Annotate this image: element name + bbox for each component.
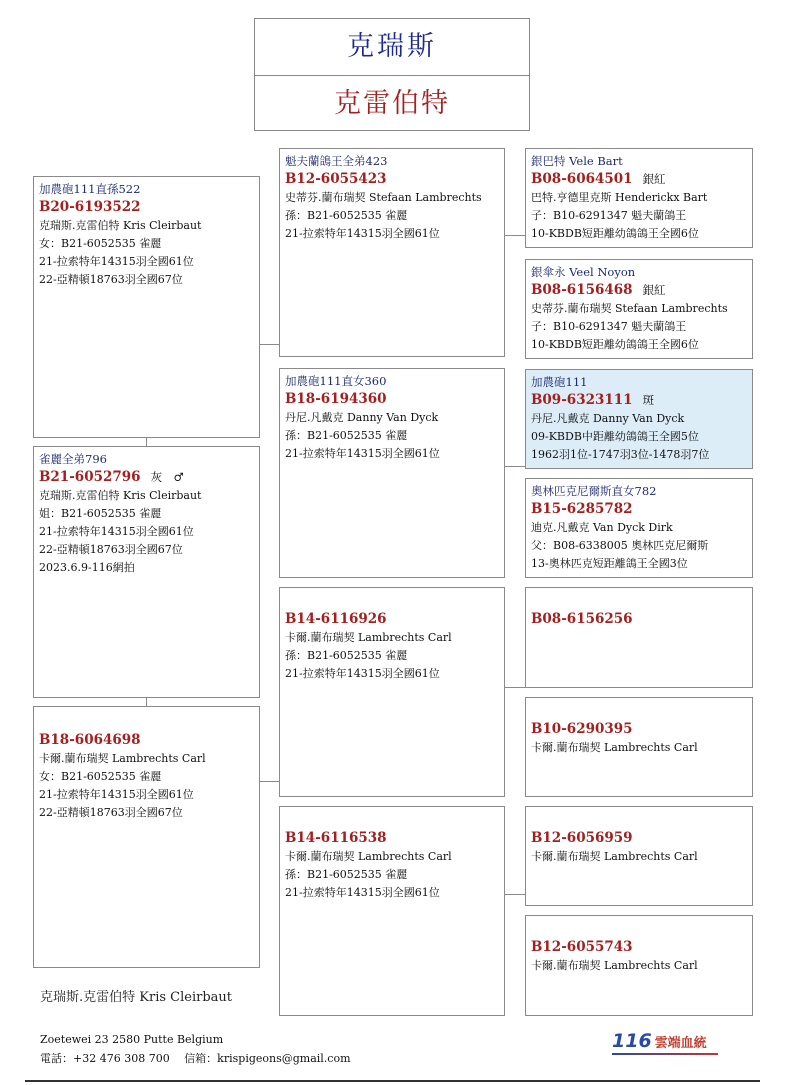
subject-ring: B21-6052796 — [39, 469, 141, 485]
ds-line: 21-拉索特年14315羽全國61位 — [285, 667, 440, 680]
sds-ring-row — [531, 391, 747, 410]
sire-sire-card[interactable] — [279, 148, 505, 357]
subject-line: 21-拉索特年14315羽全國61位 — [39, 525, 194, 538]
subject-line: 22-亞精頓18763羽全國67位 — [39, 543, 183, 556]
dam-line: 女：B21-6052535 雀麗 — [39, 770, 162, 783]
sds-line: 1962羽1位-1747羽3位-1478羽7位 — [531, 448, 710, 461]
ddd-card[interactable] — [525, 915, 753, 1016]
connector — [505, 466, 525, 467]
subject-line: 克瑞斯.克雷伯特 Kris Cleirbaut — [39, 489, 202, 502]
ds-line: 卡爾.蘭布瑞契 Lambrechts Carl — [285, 631, 452, 644]
sss-line: 10-KBDB短距離幼鴿鴿王全國6位 — [531, 227, 699, 240]
sire-line: 22-亞精頓18763羽全國67位 — [39, 273, 183, 286]
sss-card[interactable] — [525, 148, 753, 248]
ssd-ring: B08-6156468 — [531, 282, 633, 298]
ds-ring: B14-6116926 — [285, 611, 387, 627]
connector — [259, 781, 279, 782]
dss-ring: B08-6156256 — [531, 611, 633, 627]
ssd-line: 10-KBDB短距離幼鴿鴿王全國6位 — [531, 338, 699, 351]
sds-title: 加農砲111 — [531, 375, 588, 389]
dam-line: 卡爾.蘭布瑞契 Lambrechts Carl — [39, 752, 206, 765]
sire-title: 加農砲111直孫522 — [39, 182, 141, 196]
brand-logo — [612, 1030, 722, 1058]
ddd-line: 卡爾.蘭布瑞契 Lambrechts Carl — [531, 959, 698, 972]
sire-dam-card[interactable] — [279, 368, 505, 578]
dam-ring: B18-6064698 — [39, 732, 141, 748]
sd-line: 丹尼.凡戴克 Danny Van Dyck — [285, 411, 439, 424]
connector — [146, 697, 147, 706]
subject-ring-row — [39, 468, 254, 487]
ss-title: 魁夫蘭鴿王全弟423 — [285, 154, 388, 168]
footer-contact: 電話：+32 476 308 700 信箱：krispigeons@gmail.com — [40, 1052, 351, 1065]
dds-line: 卡爾.蘭布瑞契 Lambrechts Carl — [531, 850, 698, 863]
dam-sire-card[interactable] — [279, 587, 505, 797]
dam-dam-card[interactable] — [279, 806, 505, 1016]
footer-rule — [25, 1080, 760, 1082]
ssd-line: 子：B10-6291347 魁夫蘭鴿王 — [531, 320, 687, 333]
sss-ring: B08-6064501 — [531, 171, 633, 187]
ddd-ring: B12-6055743 — [531, 939, 633, 955]
sire-ring: B20-6193522 — [39, 199, 141, 215]
dam-card[interactable] — [33, 706, 260, 968]
sss-ring-row — [531, 170, 747, 189]
dds-card[interactable] — [525, 806, 753, 906]
dd-ring: B14-6116538 — [285, 830, 387, 846]
dds-ring: B12-6056959 — [531, 830, 633, 846]
sss-line: 巴特.亨德里克斯 Henderickx Bart — [531, 191, 708, 204]
dd-line: 21-拉索特年14315羽全國61位 — [285, 886, 440, 899]
sire-line: 克瑞斯.克雷伯特 Kris Cleirbaut — [39, 219, 202, 232]
connector — [505, 235, 525, 236]
owner-signature: 克瑞斯.克雷伯特 Kris Cleirbaut — [40, 990, 232, 1005]
dsd-line: 卡爾.蘭布瑞契 Lambrechts Carl — [531, 741, 698, 754]
owner-name-bottom: 克雷伯特 — [334, 88, 450, 119]
sd-title: 加農砲111直女360 — [285, 374, 387, 388]
sss-title: 銀巴特 Vele Bart — [531, 154, 623, 168]
dd-line: 孫：B21-6052535 雀麗 — [285, 868, 408, 881]
sd-line: 21-拉索特年14315羽全國61位 — [285, 447, 440, 460]
sds-line: 丹尼.凡戴克 Danny Van Dyck — [531, 412, 685, 425]
connector — [259, 344, 279, 345]
subject-card[interactable] — [33, 446, 260, 698]
connector — [505, 687, 525, 688]
subject-line: 姐：B21-6052535 雀麗 — [39, 507, 162, 520]
sss-color: 銀紅 — [642, 172, 666, 186]
sds-line: 09-KBDB中距離幼鴿鴿王全國5位 — [531, 430, 699, 443]
ss-ring: B12-6055423 — [285, 171, 387, 187]
ss-line: 史蒂芬.蘭布瑞契 Stefaan Lambrechts — [285, 191, 482, 204]
sire-line: 女：B21-6052535 雀麗 — [39, 237, 162, 250]
subject-title: 雀麗全弟796 — [39, 452, 107, 466]
ssd-ring-row — [531, 281, 747, 300]
dam-line: 22-亞精頓18763羽全國67位 — [39, 806, 183, 819]
sd-line: 孫：B21-6052535 雀麗 — [285, 429, 408, 442]
sdd-title: 奧林匹克尼爾斯直女782 — [531, 484, 657, 498]
logo-number: 116 — [612, 1030, 652, 1052]
ssd-line: 史蒂芬.蘭布瑞契 Stefaan Lambrechts — [531, 302, 728, 315]
sds-color: 斑 — [642, 393, 655, 407]
connector — [146, 437, 147, 446]
sds-card[interactable] — [525, 369, 753, 469]
owner-name-top: 克瑞斯 — [255, 19, 529, 76]
sdd-line: 父：B08-6338005 奧林匹克尼爾斯 — [531, 539, 709, 552]
ssd-card[interactable] — [525, 259, 753, 359]
sss-line: 子：B10-6291347 魁夫蘭鴿王 — [531, 209, 687, 222]
sire-card[interactable] — [33, 176, 260, 438]
footer-address: Zoetewei 23 2580 Putte Belgium — [40, 1033, 224, 1046]
dsd-card[interactable] — [525, 697, 753, 797]
sdd-line: 13-奧林匹克短距離鴿王全國3位 — [531, 557, 688, 570]
logo-underline — [612, 1053, 718, 1055]
ssd-color: 銀紅 — [642, 283, 666, 297]
sd-ring: B18-6194360 — [285, 391, 387, 407]
ssd-title: 銀傘永 Veel Noyon — [531, 265, 636, 279]
connector — [505, 894, 525, 895]
sdd-ring: B15-6285782 — [531, 501, 633, 517]
ss-line: 21-拉索特年14315羽全國61位 — [285, 227, 440, 240]
pedigree-header — [254, 18, 530, 131]
ss-line: 孫：B21-6052535 雀麗 — [285, 209, 408, 222]
ds-line: 孫：B21-6052535 雀麗 — [285, 649, 408, 662]
dsd-ring: B10-6290395 — [531, 721, 633, 737]
dam-line: 21-拉索特年14315羽全國61位 — [39, 788, 194, 801]
dd-line: 卡爾.蘭布瑞契 Lambrechts Carl — [285, 850, 452, 863]
subject-line: 2023.6.9-116網拍 — [39, 561, 135, 574]
dss-card[interactable] — [525, 587, 753, 688]
sdd-line: 迪克.凡戴克 Van Dyck Dirk — [531, 521, 673, 534]
subject-color-sex: 灰 ♂ — [150, 470, 184, 484]
logo-text: 雲端血統 — [654, 1036, 707, 1051]
sire-line: 21-拉索特年14315羽全國61位 — [39, 255, 194, 268]
sds-ring: B09-6323111 — [531, 392, 633, 408]
sdd-card[interactable] — [525, 478, 753, 578]
